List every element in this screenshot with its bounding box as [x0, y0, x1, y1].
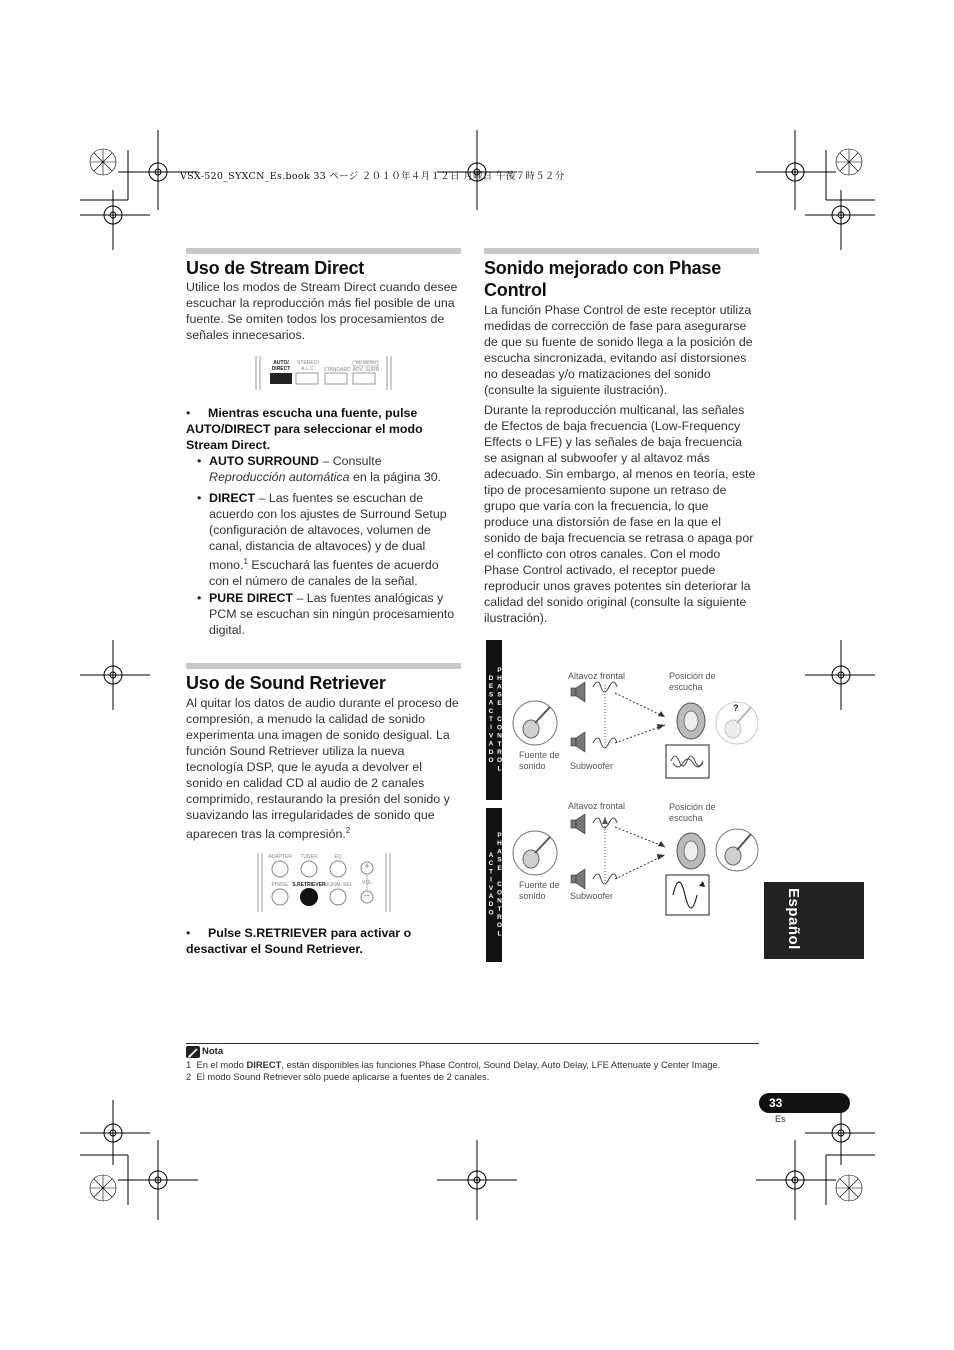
question-mark: ? — [733, 703, 739, 713]
side-label-text: PHASE CONTROL DESACTIVADO — [487, 666, 503, 774]
vol-plus-icon: + — [364, 861, 370, 871]
bullet-dot: • — [197, 591, 202, 605]
phase-control-p2: Durante la reproducción multicanal, las señales de Efectos de baja frecuencia (Low-Frequency Effects o LFE) y las señales de baja frecuencia se asignan al subwoofer y al altavoz más adecuado. Sin embargo, al menos en teoría, este tipo de procesamiento supone un retraso de grupo que varía con la frecuencia, lo que produce una distorsión de fase en la que el sonido de baja frecuencia se retrasa o apaga por el conflicto con otros canales. Con el modo Phase Control activado, el receptor puede reproducir unos graves potentes sin deteriorar la calidad del sonido original (consulte la siguiente ilustración). — [484, 403, 756, 625]
stereo-alc-button-label: STEREO/ A.L.C. — [297, 360, 319, 372]
page-number-pill — [759, 1093, 850, 1113]
item-text: – Consulte — [318, 454, 382, 468]
guitar-source-icon — [513, 831, 557, 875]
item-text: – Las fuentes analógicas y PCM se escuchan sin ningún procesamiento digital. — [209, 591, 455, 637]
footnote-text: , están disponibles las funciones Phase Control, Sound Delay, Auto Delay, LFE Attenuate y Center Image. — [281, 1059, 721, 1070]
remote-panel-retriever — [256, 851, 393, 914]
item-term: AUTO SURROUND — [209, 454, 319, 468]
item-text: en la página 30. — [349, 470, 442, 484]
auto-direct-button-label: AUTO/ DIRECT — [271, 360, 291, 372]
sound-source-label: Fuente de sonido — [519, 880, 560, 901]
vol-minus-icon: – — [364, 890, 370, 900]
signal-sel-label: SIGNAL SEL — [323, 882, 353, 888]
footnote-bold: DIRECT — [246, 1059, 282, 1070]
bd-menu-label: BD MENU — [355, 360, 377, 365]
section-bar — [484, 248, 759, 254]
bullet-dot: • — [186, 926, 191, 940]
listening-position-label: Posición de escucha — [669, 671, 716, 692]
sound-retriever-instruction: Pulse S.RETRIEVER para activar o desactivar el Sound Retriever. — [186, 926, 412, 956]
note-divider — [186, 1043, 759, 1044]
section-bar — [186, 663, 461, 669]
footnote-number: 1 — [186, 1059, 192, 1070]
bullet-dot: • — [197, 491, 202, 505]
language-tab-label: Español — [785, 888, 802, 950]
tuner-label: TUNER — [300, 854, 318, 860]
footnote-ref: 1 — [243, 557, 248, 566]
item-term: PURE DIRECT — [209, 591, 293, 605]
subwoofer-icon — [571, 869, 585, 889]
stream-direct-title: Uso de Stream Direct — [186, 258, 365, 278]
item-term: DIRECT — [209, 491, 256, 505]
file-info-line: VSX-520_SYXCN_Es.book 33 ページ ２０１０年４月１２日 月曜日 午後７時５２分 — [180, 171, 565, 182]
stream-direct-instruction: Mientras escucha una fuente, pulse AUTO/DIRECT para seleccionar el modo Stream Direct. — [186, 406, 423, 452]
sound-source-label: Fuente de sonido — [519, 750, 560, 771]
language-side-tab — [764, 882, 864, 959]
note-pencil-icon — [186, 1046, 200, 1058]
subwoofer-label: Subwoofer — [570, 761, 614, 771]
s-retriever-label: S.RETRIEVER — [292, 882, 326, 888]
footnote-ref: 2 — [345, 826, 351, 835]
footnote-number: 2 — [186, 1071, 192, 1082]
footnote-2 — [186, 1071, 761, 1083]
adapter-label: ADAPTER — [268, 854, 292, 860]
item-reference: Reproducción automática — [209, 470, 350, 484]
front-speaker-icon — [571, 682, 585, 702]
section-bar — [186, 248, 461, 254]
footnote-text: El modo Sound Retriever sólo puede aplicarse a fuentes de 2 canales. — [196, 1071, 490, 1082]
guitar-source-icon — [513, 701, 557, 745]
note-heading: Nota — [202, 1046, 224, 1057]
footnote-text: En el modo — [196, 1059, 247, 1070]
bullet-dot: • — [197, 454, 202, 468]
note-pencil-glyph — [186, 1047, 200, 1059]
bullet-dot: • — [186, 406, 191, 420]
standard-button-label: STANDARD — [323, 367, 351, 373]
subwoofer-icon — [571, 732, 585, 752]
item-text: Escuchará las fuentes de acuerdo con el número de canales de la señal. — [209, 558, 439, 589]
subwoofer-label: Subwoofer — [570, 891, 614, 901]
ear-listening-icon — [677, 703, 705, 739]
phase-control-title: Sonido mejorado con Phase Control — [484, 258, 722, 300]
listening-position-label: Posición de escucha — [669, 802, 716, 823]
front-speaker-label: Altavoz frontal — [568, 671, 626, 681]
phase-control-off-side-label — [486, 640, 502, 800]
front-speaker-icon — [571, 814, 585, 834]
intro-text: Al quitar los datos de audio durante el proceso de compresión, a menudo la calidad de sonido experimenta una imagen de sonido desigual. La función Sound Retriever utiliza la nueva tecnología DSP, que le ayuda a devolver el sonido en calidad CD al audio de 2 canales comprimido, restaurando la presión del sonido y suavizando las irregularidades de sonido que aparecen tras la compresión. — [186, 696, 459, 842]
front-speaker-label: Altavoz frontal — [568, 801, 626, 811]
stream-direct-intro: Utilice los modos de Stream Direct cuando desee escuchar la reproducción más fiel posible de una fuente. Se omiten todos los procesamientos de señales innecesarios. — [186, 280, 458, 342]
phase-control-on-side-label — [486, 808, 502, 962]
guitar-result-icon — [716, 829, 758, 871]
remote-panel-stream — [254, 354, 394, 392]
page-number: 33 — [769, 1096, 783, 1110]
footnote-1 — [186, 1059, 761, 1071]
phase-label: PHASE — [271, 882, 289, 888]
vol-label: VOL — [361, 880, 372, 886]
side-label-text: PHASE CONTROL ACTIVADO — [487, 831, 503, 939]
ear-listening-icon — [677, 833, 705, 869]
item-auto-surround — [209, 453, 459, 485]
item-direct — [209, 490, 461, 589]
sound-retriever-intro — [186, 695, 460, 842]
sound-retriever-title: Uso de Sound Retriever — [186, 673, 386, 693]
item-text: – Las fuentes se escuchan de acuerdo con los ajustes de Surround Setup (configuración de altavoces, volumen de canal, distancia de altavoces) y de dual mono. — [209, 491, 447, 573]
page-language-code: Es — [775, 1114, 786, 1124]
item-pure-direct — [209, 590, 459, 638]
phase-control-p1: La función Phase Control de este receptor utiliza medidas de corrección de fase para asegurarse de que su fuente de sonido llega a la posición de escucha sincronizada, evitando así distorsiones no deseadas y/o matizaciones del sonido (consulte la siguiente ilustración). — [484, 303, 753, 397]
eq-label: EQ — [334, 854, 342, 860]
adv-surr-button-label: ADV. SURR — [352, 367, 380, 373]
